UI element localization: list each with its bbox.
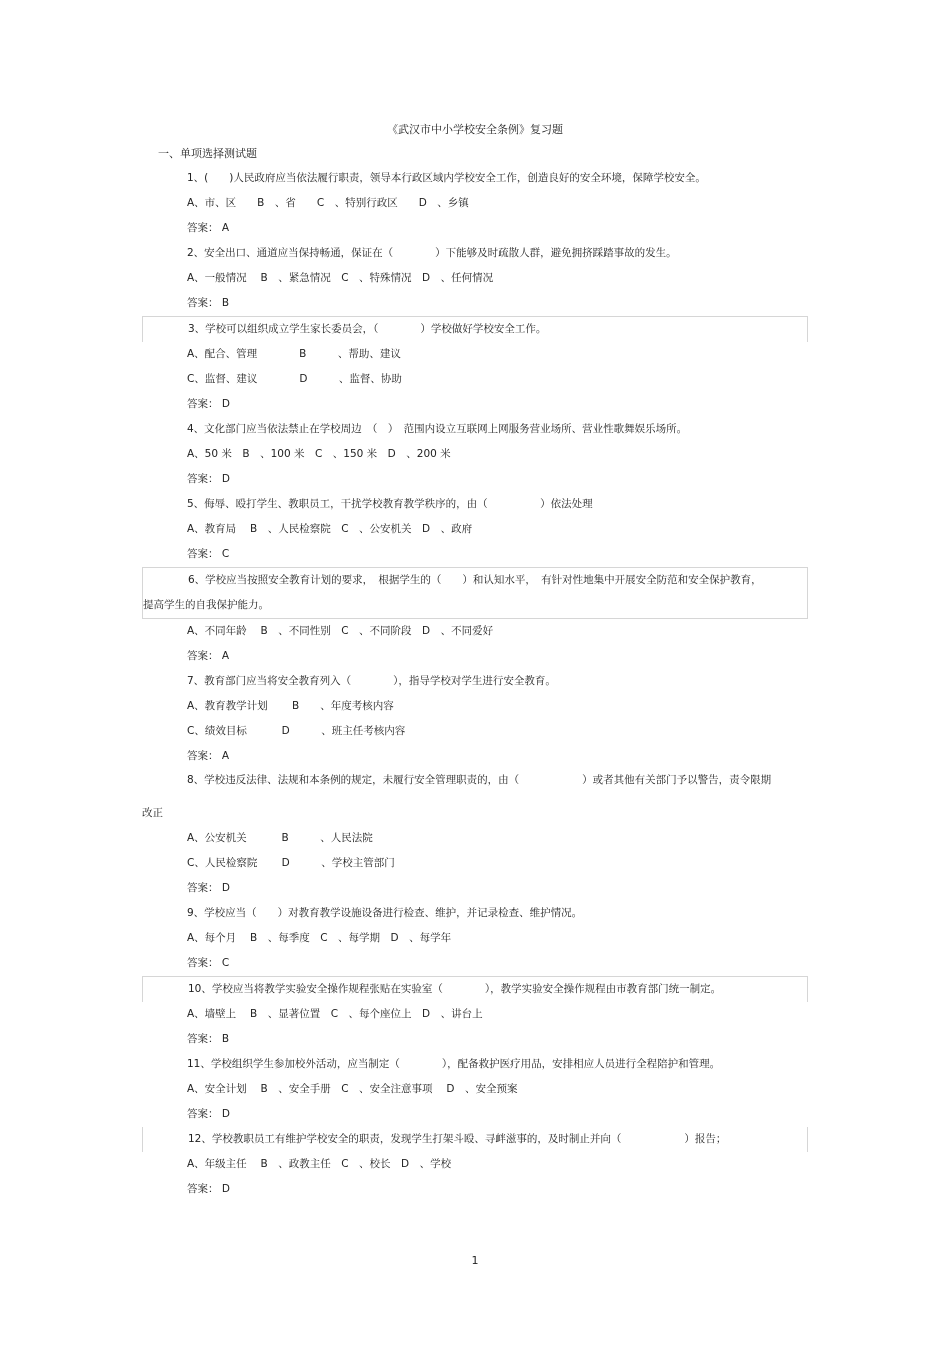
question-text: 1、( )人民政府应当依法履行职责，领导本行政区域内学校安全工作，创造良好的安全环境，保障学校安全。 xyxy=(187,172,706,184)
options-line: A、安全计划 B 、安全手册 C 、安全注意事项 D 、安全预案 xyxy=(187,1083,518,1095)
question-text: 10、学校应当将教学实验安全操作规程张贴在实验室（ ），教学实验安全操作规程由市教育部门统一制定。 xyxy=(142,976,808,1002)
answer-line: 答案： D xyxy=(187,473,230,485)
answer-line: 答案： D xyxy=(187,1108,230,1120)
question-text: 3、学校可以组织成立学生家长委员会，（ ）学校做好学校安全工作。 xyxy=(142,316,808,342)
question-text: 8、学校违反法律、法规和本条例的规定，未履行安全管理职责的，由（ ）或者其他有关部门予以警告，责令限期 xyxy=(187,774,772,786)
answer-line: 答案： A xyxy=(187,750,230,762)
answer-line: 答案： A xyxy=(187,650,230,662)
question-text: 11、学校组织学生参加校外活动，应当制定（ ），配备救护医疗用品，安排相应人员进行全程陪护和管理。 xyxy=(187,1058,721,1070)
options-line: A、教育教学计划 B 、年度考核内容 xyxy=(187,700,394,712)
section-heading: 一、单项选择测试题 xyxy=(158,147,257,160)
answer-line: 答案： D xyxy=(187,398,230,410)
document-title: 《武汉市中小学校安全条例》复习题 xyxy=(387,123,563,136)
options-line: A、年级主任 B 、政教主任 C 、校长 D 、学校 xyxy=(187,1158,452,1170)
options-line: A、50 米 B 、100 米 C 、150 米 D 、200 米 xyxy=(187,448,451,460)
page-number: 1 xyxy=(471,1254,479,1267)
options-line: A、配合、管理 B 、帮助、建议 xyxy=(187,348,401,360)
question-text-continued: 改正 xyxy=(142,807,163,819)
question-list xyxy=(142,166,808,1202)
options-line: A、市、区 B 、省 C 、特别行政区 D 、乡镇 xyxy=(187,197,469,209)
answer-line: 答案： D xyxy=(187,882,230,894)
question-text: 9、学校应当（ ）对教育教学设施设备进行检查、维护，并记录检查、维护情况。 xyxy=(187,907,583,919)
answer-line: 答案： B xyxy=(187,1033,230,1045)
options-line: A、墙壁上 B 、显著位置 C 、每个座位上 D 、讲台上 xyxy=(187,1008,483,1020)
answer-line: 答案： D xyxy=(187,1183,230,1195)
options-line: A、公安机关 B 、人民法院 xyxy=(187,832,373,844)
options-line: A、教育局 B 、人民检察院 C 、公安机关 D 、政府 xyxy=(187,523,473,535)
answer-line: 答案： C xyxy=(187,957,230,969)
options-line: C、人民检察院 D 、学校主管部门 xyxy=(187,857,395,869)
options-line: C、监督、建议 D 、监督、协助 xyxy=(187,373,402,385)
question-text: 2、安全出口、通道应当保持畅通，保证在（ ）下能够及时疏散人群，避免拥挤踩踏事故的发生。 xyxy=(187,247,677,259)
question-text: 7、教育部门应当将安全教育列入（ ），指导学校对学生进行安全教育。 xyxy=(187,675,556,687)
question-text: 6、学校应当按照安全教育计划的要求， 根据学生的（ ）和认知水平， 有针对性地集中开展安全防范和安全保护教育， xyxy=(142,567,808,593)
question-text: 4、文化部门应当依法禁止在学校周边 （ ） 范围内设立互联网上网服务营业场所、营业性歌舞娱乐场所。 xyxy=(187,423,688,435)
question-text-continued: 提高学生的自我保护能力。 xyxy=(142,593,808,619)
answer-line: 答案： A xyxy=(187,222,230,234)
question-text: 5、侮辱、殴打学生、教职员工，干扰学校教育教学秩序的，由（ ）依法处理 xyxy=(187,498,593,510)
options-line: A、不同年龄 B 、不同性别 C 、不同阶段 D 、不同爱好 xyxy=(187,625,494,637)
question-text: 12、学校教职员工有维护学校安全的职责，发现学生打架斗殴、寻衅滋事的，及时制止并向（ ）报告； xyxy=(142,1127,808,1152)
answer-line: 答案： B xyxy=(187,297,230,309)
options-line: A、一般情况 B 、紧急情况 C 、特殊情况 D 、任何情况 xyxy=(187,272,494,284)
answer-line: 答案： C xyxy=(187,548,230,560)
options-line: C、绩效目标 D 、班主任考核内容 xyxy=(187,725,406,737)
options-line: A、每个月 B 、每季度 C 、每学期 D 、每学年 xyxy=(187,932,452,944)
